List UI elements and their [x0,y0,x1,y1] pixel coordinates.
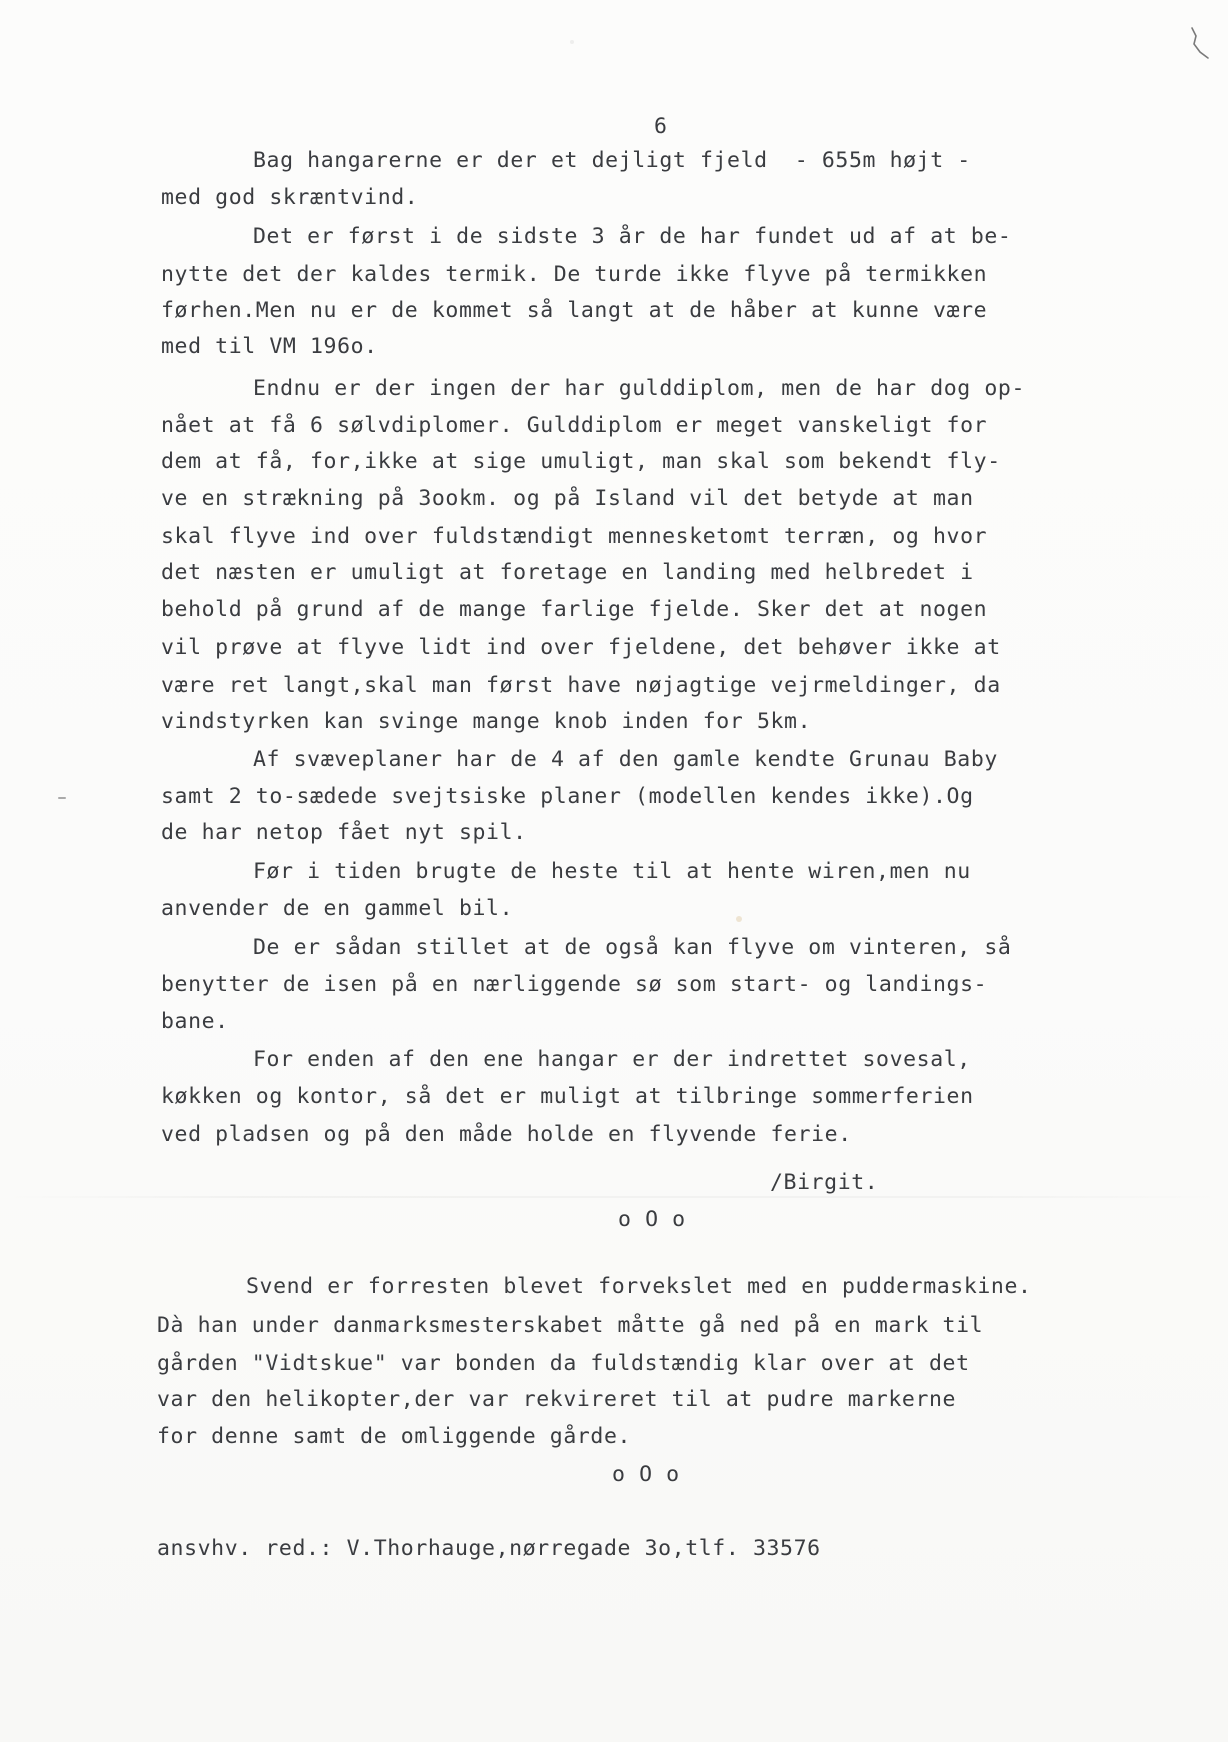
article-line: de har netop fået nyt spil. [161,820,527,845]
article-line: ved pladsen og på den måde holde en flyvende ferie. [161,1122,852,1147]
article-line: Endnu er der ingen der har gulddiplom, men de har dog op- [253,376,1026,401]
article-line: vindstyrken kan svinge mange knob inden for 5km. [161,709,812,734]
article-line: med god skræntvind. [161,185,419,210]
anecdote-line: Svend er forresten blevet forvekslet med en puddermaskine. [246,1274,1032,1299]
anecdote-line: gården "Vidtskue" var bonden da fuldstændig klar over at det [157,1351,970,1376]
article-line: førhen.Men nu er de kommet så langt at de håber at kunne være [161,298,988,323]
article-line: med til VM 196o. [161,334,378,359]
paper-speck [570,40,574,44]
article-line: køkken og kontor, så det er muligt at tilbringe sommerferien [161,1084,974,1109]
article-line: nået at få 6 sølvdiplomer. Gulddiplom er meget vanskeligt for [161,413,988,438]
article-line: behold på grund af de mange farlige fjelde. Sker det at nogen [161,597,988,622]
article-line: være ret langt,skal man først have nøjagtige vejrmeldinger, da [161,673,1001,698]
article-line: dem at få, for,ikke at sige umuligt, man skal som bekendt fly- [161,449,1001,474]
editor-imprint: ansvhv. red.: V.Thorhauge,nørregade 3o,tlf. 33576 [157,1536,821,1561]
anecdote-line: Dà han under danmarksmesterskabet måtte gå ned på en mark til [157,1313,984,1338]
article-line: vil prøve at flyve lidt ind over fjeldene, det behøver ikke at [161,635,1001,660]
article-line: Af svæveplaner har de 4 af den gamle kendte Grunau Baby [253,747,998,772]
article-line: For enden af den ene hangar er der indrettet sovesal, [253,1047,971,1072]
article-line: anvender de en gammel bil. [161,896,514,921]
article-line: bane. [161,1009,229,1034]
article-line: Før i tiden brugte de heste til at hente wiren,men nu [253,859,971,884]
article-line: benytter de isen på en nærliggende sø som start- og landings- [161,972,988,997]
page-number: 6 [654,114,668,139]
article-line: det næsten er umuligt at foretage en landing med helbredet i [161,560,974,585]
pen-mark-icon [1186,22,1216,62]
article-line: nytte det der kaldes termik. De turde ikke flyve på termikken [161,262,988,287]
section-separator: o O o [612,1462,680,1487]
paper-fold-line [0,1196,1228,1198]
article-line: Det er først i de sidste 3 år de har fundet ud af at be- [253,224,1012,249]
article-line: ve en strækning på 3ookm. og på Island vil det betyde at man [161,486,974,511]
article-line: skal flyve ind over fuldstændigt mennesketomt terræn, og hvor [161,524,988,549]
anecdote-line: var den helikopter,der var rekvireret til at pudre markerne [157,1387,957,1412]
anecdote-line: for denne samt de omliggende gårde. [157,1424,632,1449]
article-line: samt 2 to-sædede svejtsiske planer (modellen kendes ikke).Og [161,784,974,809]
section-separator: o O o [618,1207,686,1232]
author-signature: /Birgit. [770,1170,879,1195]
article-line: Bag hangarerne er der et dejligt fjeld - 655m højt - [253,148,971,173]
paper-speck [58,797,66,799]
paper-speck [736,916,742,922]
article-line: De er sådan stillet at de også kan flyve om vinteren, så [253,935,1012,960]
